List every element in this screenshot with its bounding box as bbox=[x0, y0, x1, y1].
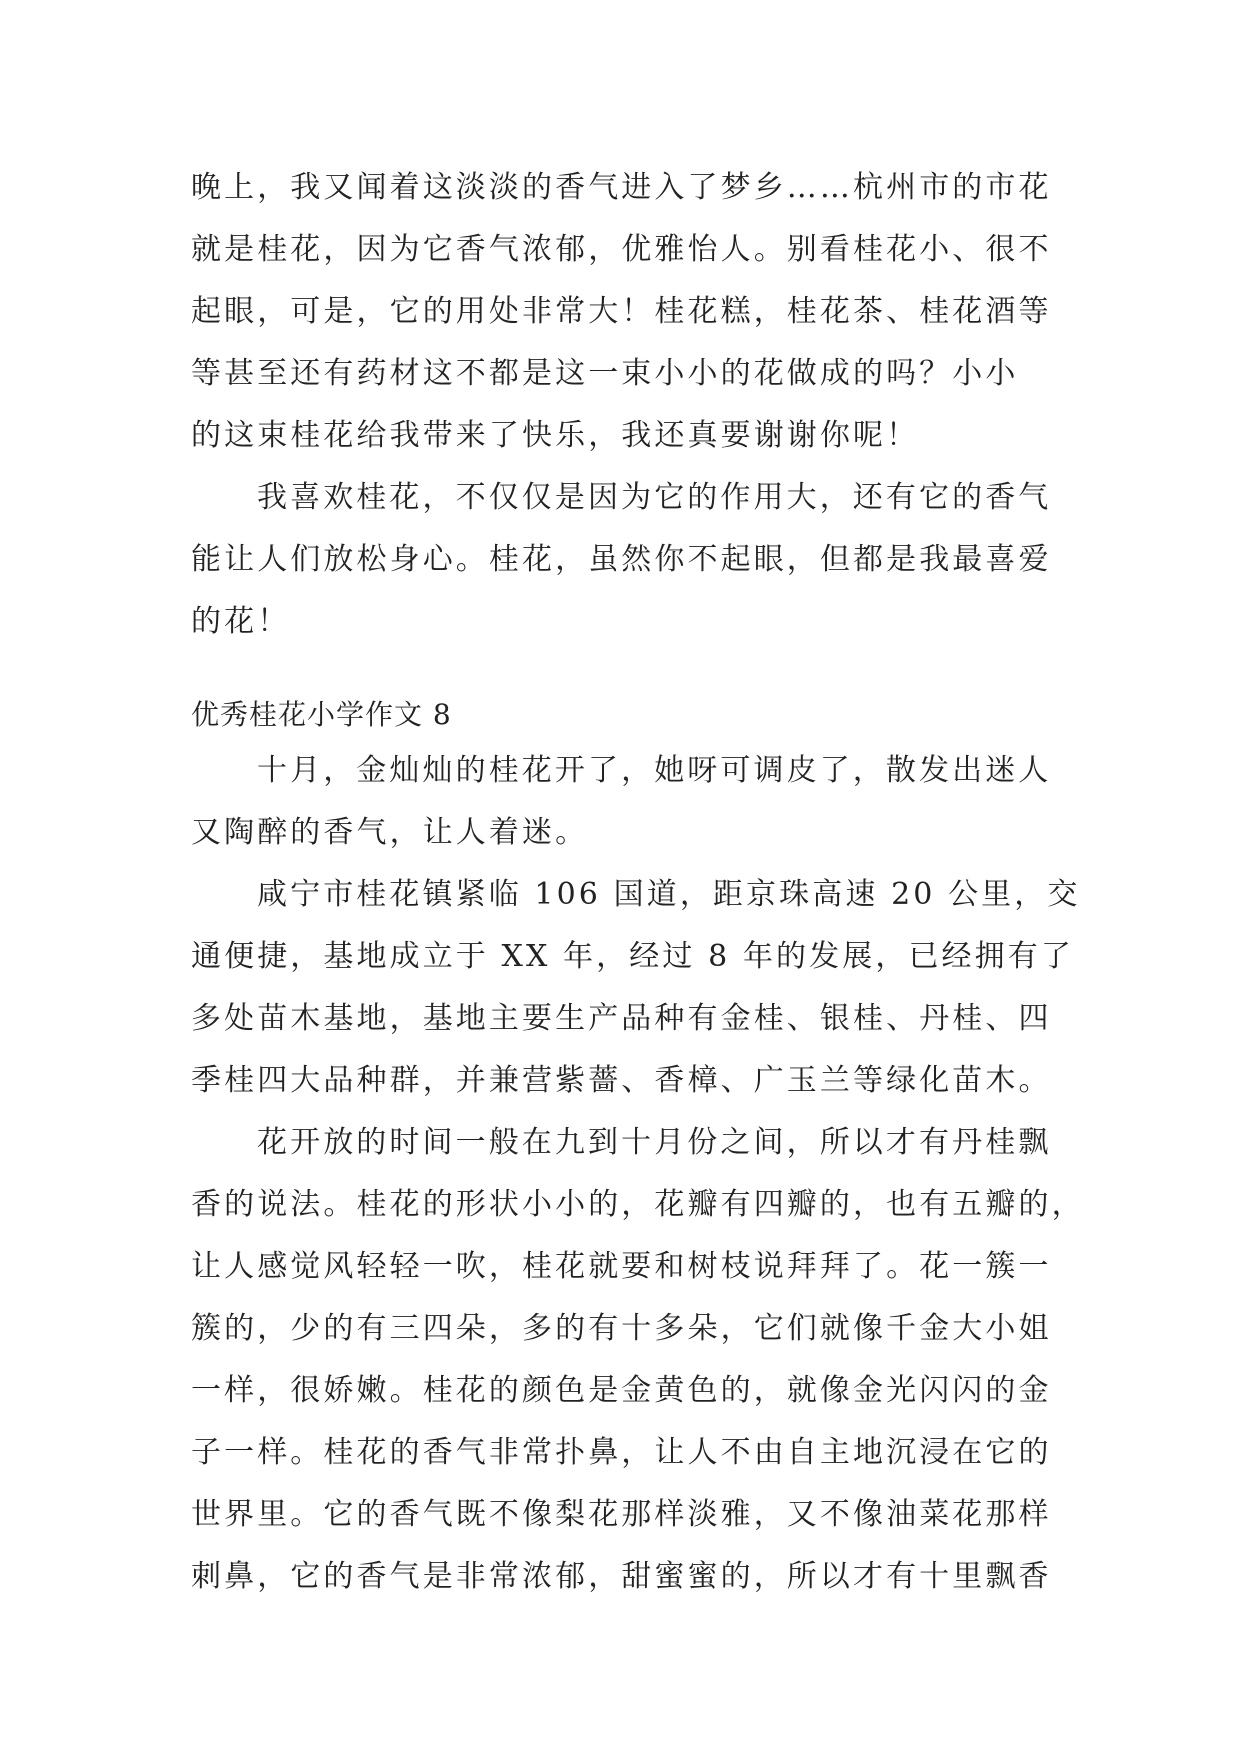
paragraph-line: 刺鼻，它的香气是非常浓郁，甜蜜蜜的，所以才有十里飘香 bbox=[191, 1559, 1052, 1594]
paragraph-line: 让人感觉风轻轻一吹，桂花就要和树枝说拜拜了。花一簇一 bbox=[191, 1249, 1052, 1284]
paragraph-line: 花开放的时间一般在九到十月份之间，所以才有丹桂飘 bbox=[257, 1125, 1052, 1160]
paragraph-line: 就是桂花，因为它香气浓郁，优雅怡人。别看桂花小、很不 bbox=[191, 232, 1052, 267]
paragraph-line: 一样，很娇嫩。桂花的颜色是金黄色的，就像金光闪闪的金 bbox=[191, 1373, 1052, 1408]
paragraph-line: 又陶醉的香气，让人着迷。 bbox=[191, 815, 589, 850]
essay-title: 优秀桂花小学作文 8 bbox=[191, 698, 452, 731]
paragraph-line: 的花！ bbox=[191, 604, 291, 639]
paragraph-line: 世界里。它的香气既不像梨花那样淡雅，又不像油菜花那样 bbox=[191, 1497, 1052, 1532]
paragraph-line: 通便捷，基地成立于 XX 年，经过 8 年的发展，已经拥有了 bbox=[191, 939, 1074, 974]
paragraph-line: 我喜欢桂花，不仅仅是因为它的作用大，还有它的香气 bbox=[257, 480, 1052, 515]
paragraph-line: 香的说法。桂花的形状小小的，花瓣有四瓣的，也有五瓣的， bbox=[191, 1187, 1085, 1222]
paragraph-line: 等甚至还有药材这不都是这一束小小的花做成的吗？小小 bbox=[191, 356, 1019, 391]
paragraph-line: 子一样。桂花的香气非常扑鼻，让人不由自主地沉浸在它的 bbox=[191, 1435, 1052, 1470]
paragraph-line: 季桂四大品种群，并兼营紫薔、香樟、广玉兰等绿化苗木。 bbox=[191, 1063, 1052, 1098]
paragraph-line: 多处苗木基地，基地主要生产品种有金桂、银桂、丹桂、四 bbox=[191, 1001, 1052, 1036]
paragraph-line: 的这束桂花给我带来了快乐，我还真要谢谢你呢！ bbox=[191, 418, 920, 453]
paragraph-line: 晚上，我又闻着这淡淡的香气进入了梦乡……杭州市的市花 bbox=[191, 170, 1052, 205]
paragraph-line: 咸宁市桂花镇紧临 106 国道，距京珠高速 20 公里，交 bbox=[257, 877, 1081, 912]
paragraph-line: 起眼，可是，它的用处非常大！桂花糕，桂花茶、桂花酒等 bbox=[191, 294, 1052, 329]
paragraph-line: 能让人们放松身心。桂花，虽然你不起眼，但都是我最喜爱 bbox=[191, 542, 1052, 577]
paragraph-line: 簇的，少的有三四朵，多的有十多朵，它们就像千金大小姐 bbox=[191, 1311, 1052, 1346]
paragraph-line: 十月，金灿灿的桂花开了，她呀可调皮了，散发出迷人 bbox=[257, 753, 1052, 788]
